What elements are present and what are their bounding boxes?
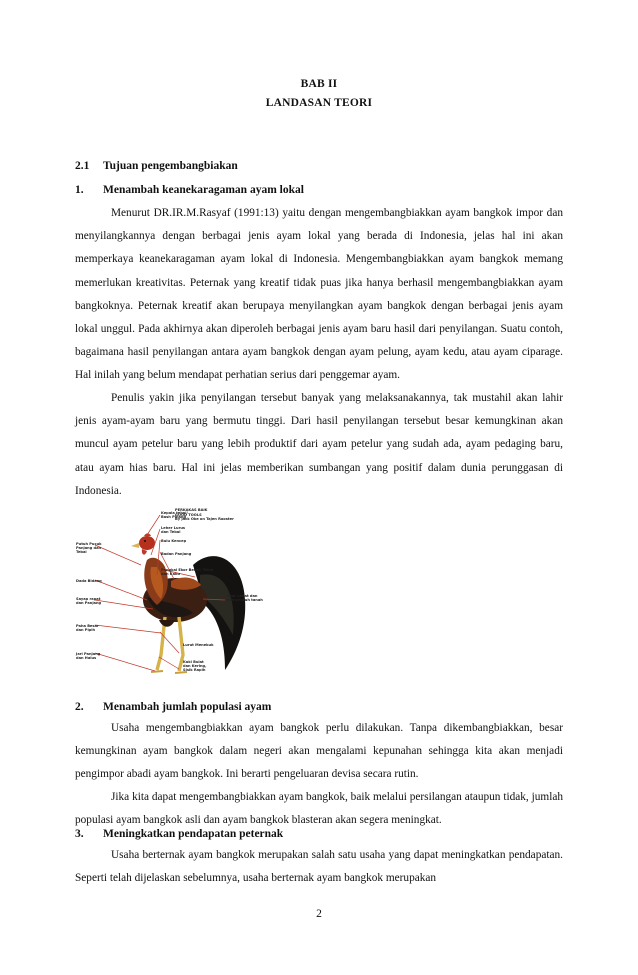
- chapter-label: BAB II: [300, 78, 338, 90]
- section-title: Tujuan pengembangbiakan: [103, 160, 238, 172]
- label-badan: Badan Panjang: [161, 552, 192, 556]
- section-number: 2.1: [75, 160, 90, 172]
- svg-text:Kepala tebal/Bash Pinang: Kepala tebal/ Bash Pinang: [161, 511, 188, 519]
- label-kepala: Kepala tebal/: [161, 511, 188, 515]
- labels-left: [75, 542, 102, 660]
- svg-text:Putuh PucukPanjang danTebal: Putuh Pucuk Panjang dan Tebal: [76, 542, 102, 554]
- svg-text:Jari Panjangdan Halus: Jari Panjang dan Halus: [76, 652, 101, 660]
- svg-text:Sayap rapatdan Panjang: Sayap rapat dan Panjang: [76, 597, 102, 605]
- subsection-number: 3.: [75, 828, 84, 840]
- chapter-title: LANDASAN TEORI: [265, 97, 373, 109]
- paragraph-1: Menurut DR.IR.M.Rasyaf (1991:13) yaitu dengan mengembangbiakkan ayam bangkok impor dan menyilangkannya dengan berbagai jenis ayam lokal yang berada di Indonesia, jelas hal ini akan memperkaya keanekaragaman ayam lokal di Indonesia. Mengembangbiakkan ayam bangkok memang memerlukan kreativitas. Peternak yang kreatif tidak puas jika hanya berhasil mengembangbiakkan ayam bangkoknya. Peternak kreatif akan berupaya menyilangkan ayam bangkok dengan berbagai jenis ayam lokal unggul. Pada akhirnya akan diperoleh berbagai jenis ayam baru hasil dari penyilangan. Suatu contoh, bagaimana hasil penyilangan antara ayam bangkok dengan ayam pelung, ayam kedu, atau ayam ciparage. Hal inilah yang belum mendapat perhatian serius dari penggemar ayam.: [75, 207, 563, 382]
- rooster-illustration: [75, 505, 290, 685]
- figure-header-line-2: GOOD TOOLS: [175, 513, 202, 517]
- paragraph-3: Usaha mengembangbiakkan ayam bangkok perlu dilakukan. Tanpa dikembangbiakkan, besar kemungkinan ayam bangkok dalam negeri akan mengalami kepunahan sehingga kita akan menjadi pengimpor abadi ayam bangkok. Ini berarti pengeluaran devisa secara rutin.: [75, 722, 563, 781]
- paragraph-5: Usaha berternak ayam bangkok merupakan salah satu usaha yang dapat meningkatkan pendapatan. Seperti telah dijelaskan sebelumnya, usaha berternak ayam bangkok merupakan: [75, 849, 563, 885]
- label-dada: Dada Bidang: [76, 579, 102, 583]
- label-lurut: Lurut Menekuk: [183, 643, 214, 647]
- subsection-title: Menambah keanekaragaman ayam lokal: [103, 184, 304, 196]
- subsection-heading-2: [75, 701, 271, 713]
- label-kaki: Kaki Bulat: [183, 660, 204, 664]
- label-paha: Paha Besar: [76, 624, 99, 628]
- section-heading: [75, 160, 238, 172]
- label-bulu: Bulu Kencep: [161, 539, 187, 543]
- figure-header-line-3: By Jack Oke on Tajen Rooster: [175, 517, 234, 521]
- subsection-heading-1: [75, 184, 304, 196]
- subsection-heading-3: [75, 828, 283, 840]
- svg-text:Paha Besardan Pipih: Paha Besar dan Pipih: [76, 624, 99, 632]
- label-leher: Leher Lurus: [161, 526, 186, 530]
- subsection-title: Menambah jumlah populasi ayam: [103, 701, 272, 713]
- label-jari: Jari Panjang: [76, 652, 101, 656]
- svg-text:Kaki Bulatdan Kering,Sisik Rap: Kaki Bulat dan Kering, Sisik Rapih: [183, 660, 207, 672]
- paragraph-4: Jika kita dapat mengembangbiakkan ayam bangkok, baik melalui persilangan ataupun tidak, jumlah populasi ayam bangkok asli dan ayam bangkok blasteran akan segera meningkat.: [75, 791, 563, 827]
- label-sayap: Sayap rapat: [76, 597, 101, 601]
- svg-text:Ekor Lebat danmenyentuh tanah: Ekor Lebat dan menyentuh tanah: [227, 594, 263, 602]
- subsection-number: 1.: [75, 184, 84, 196]
- label-putuh: Putuh Pucuk: [76, 542, 102, 546]
- paragraph-2: Penulis yakin jika penyilangan tersebut banyak yang melaksanakannya, tak mustahil akan lahir jenis ayam-ayam baru yang bermutu tinggi. Dari hasil penyilangan tersebut besar kemungkinan akan muncul ayam petelur baru yang lebih produktif dari ayam petelur yang sudah ada, ayam pedaging baru, atau ayam hias baru. Hal ini jelas memberikan sumbangan yang positif dalam dunia perunggasan di Indonesia.: [75, 392, 563, 497]
- rooster-figure: [75, 505, 290, 685]
- page-number: 2: [316, 908, 322, 920]
- subsection-title: Meningkatkan pendapatan peternak: [103, 828, 284, 840]
- label-pangkal-ekor: Pangkal Ekor Besar/ Tebal: [161, 568, 214, 572]
- figure-header-line-1: PERKAKAS BAIK: [175, 508, 208, 512]
- svg-text:Pangkal Ekor Besar/ Tebaldan K: Pangkal Ekor Besar/ Tebal dan Kaku: [161, 568, 214, 576]
- subsection-number: 2.: [75, 701, 84, 713]
- svg-text:Leher Lurusdan Tebal: Leher Lurus dan Tebal: [161, 526, 186, 534]
- label-ekor: Ekor Lebat dan: [227, 594, 258, 598]
